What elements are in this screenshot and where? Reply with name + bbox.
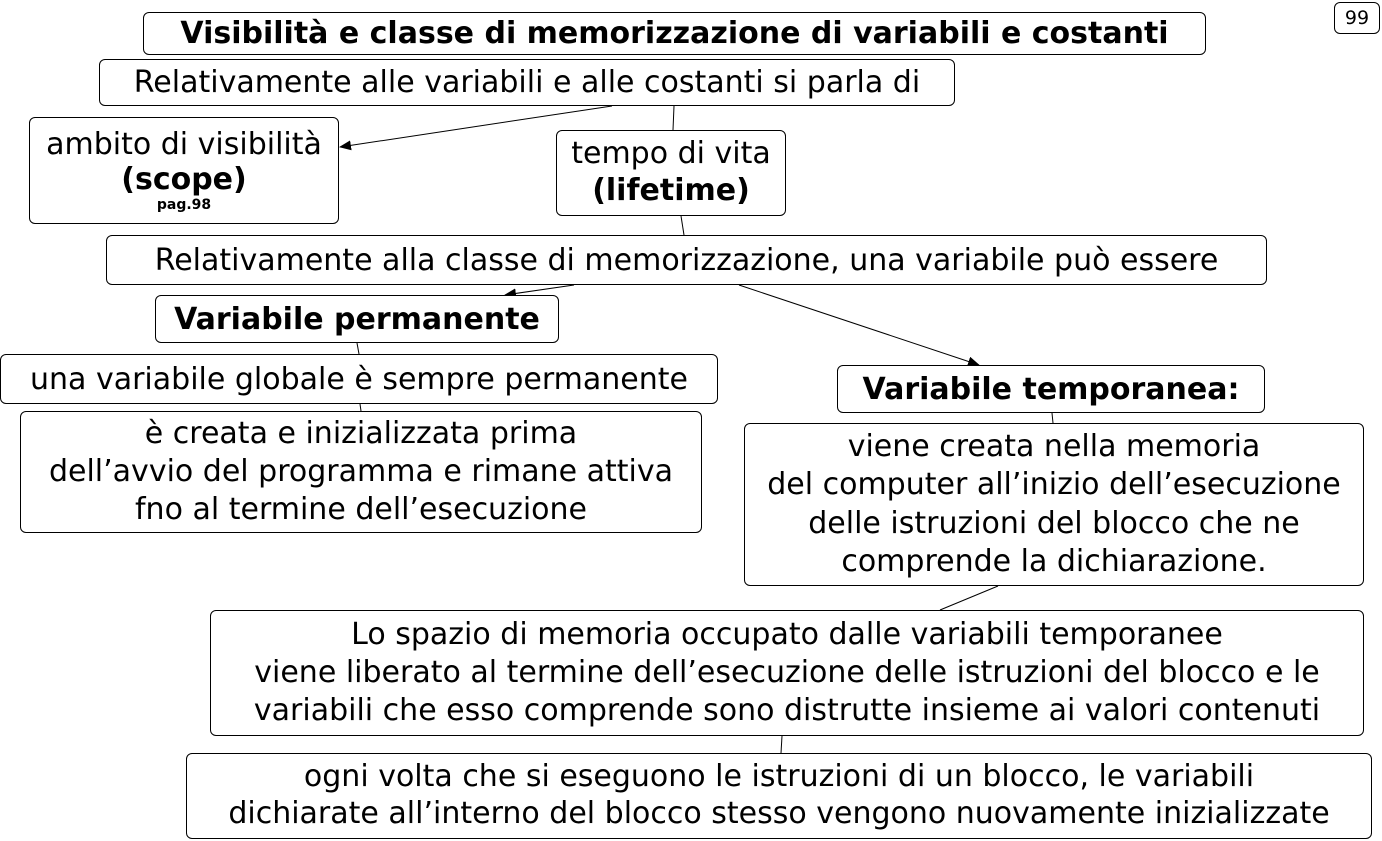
concept-reinitialization bbox=[186, 753, 1372, 839]
link-temp-tempdesc bbox=[1052, 413, 1053, 423]
link-storage-temp bbox=[739, 285, 979, 365]
link-intro-lifetime bbox=[673, 106, 674, 130]
link-perm-global bbox=[357, 343, 359, 354]
page-number: 99 bbox=[1334, 2, 1380, 34]
concept-permanent-description bbox=[20, 411, 702, 533]
temporary-desc-line: viene creata nella memoria bbox=[847, 428, 1261, 464]
freed-line: variabili che esso comprende sono distrutte insieme ai valori contenuti bbox=[253, 693, 1321, 729]
temporary-desc-line: del computer all’inizio dell’esecuzione bbox=[767, 467, 1341, 503]
concept-temporary-variable bbox=[837, 365, 1265, 413]
permanent-desc-line: è creata e inizializzata prima bbox=[144, 416, 578, 452]
link-tempdesc-freed bbox=[940, 586, 998, 610]
permanent-desc-line: dell’avvio del programma e rimane attiva bbox=[48, 454, 674, 490]
title-text: Visibilità e classe di memorizzazione di variabili e costanti bbox=[180, 16, 1169, 51]
concept-global-variable bbox=[0, 354, 718, 404]
reinit-line: dichiarate all’interno del blocco stesso vengono nuovamente inizializzate bbox=[228, 796, 1330, 831]
intro-text: Relativamente alle variabili e alle costanti si parla di bbox=[133, 65, 921, 100]
permanent-desc-line: fno al termine dell’esecuzione bbox=[135, 491, 587, 527]
freed-line: Lo spazio di memoria occupato dalle variabili temporanee bbox=[351, 616, 1223, 652]
concept-temporary-description bbox=[744, 423, 1364, 586]
link-global-permdesc bbox=[360, 404, 361, 411]
temporary-label: Variabile temporanea: bbox=[862, 371, 1240, 407]
lifetime-line-2: (lifetime) bbox=[592, 173, 750, 208]
concept-storage-class bbox=[106, 235, 1267, 285]
permanent-label: Variabile permanente bbox=[174, 301, 540, 337]
storage-class-text: Relativamente alla classe di memorizzazione, una variabile può essere bbox=[154, 242, 1219, 278]
global-text: una variabile globale è sempre permanente bbox=[30, 361, 688, 397]
concept-title bbox=[143, 12, 1206, 55]
reinit-line: ogni volta che si eseguono le istruzioni di un blocco, le variabili bbox=[303, 759, 1255, 795]
concept-memory-freed bbox=[210, 610, 1364, 736]
concept-scope bbox=[29, 117, 339, 224]
scope-page-ref: pag.98 bbox=[156, 197, 212, 214]
lifetime-line-1: tempo di vita bbox=[571, 136, 771, 172]
temporary-desc-line: comprende la dichiarazione. bbox=[841, 543, 1267, 579]
concept-intro bbox=[99, 59, 955, 106]
link-freed-reinit bbox=[781, 736, 782, 753]
scope-line-2: (scope) bbox=[121, 162, 247, 198]
link-lifetime-storage bbox=[681, 216, 684, 235]
temporary-desc-line: delle istruzioni del blocco che ne bbox=[808, 505, 1300, 541]
link-storage-perm bbox=[505, 285, 574, 295]
concept-permanent-variable bbox=[155, 295, 559, 343]
concept-lifetime bbox=[556, 130, 786, 216]
freed-line: viene liberato al termine dell’esecuzione delle istruzioni del blocco e le bbox=[254, 654, 1320, 690]
scope-line-1: ambito di visibilità bbox=[46, 126, 322, 162]
